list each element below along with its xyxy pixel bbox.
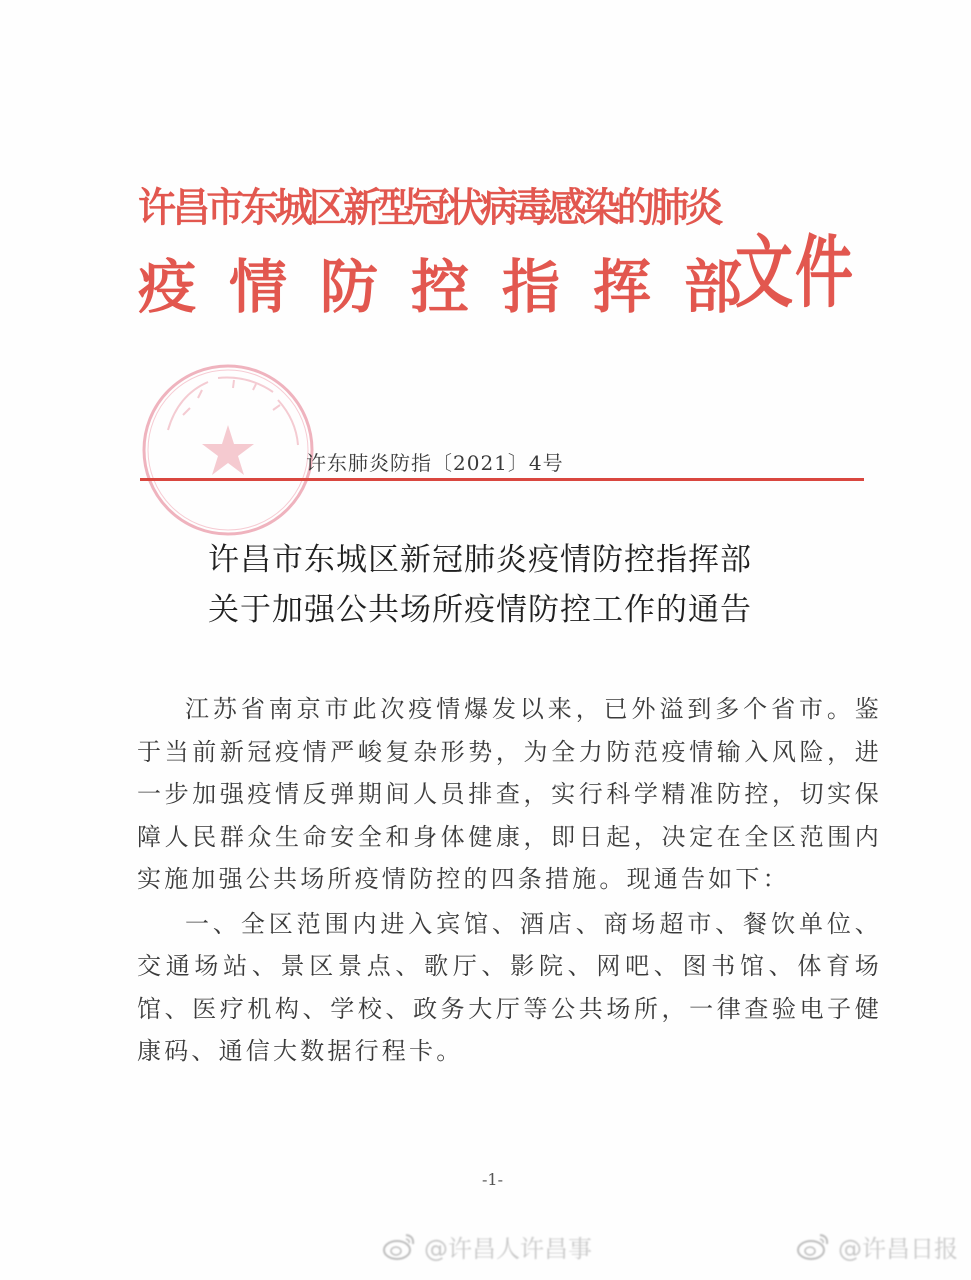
official-seal-icon [138,360,318,540]
document-body [137,688,882,1073]
document-title [208,535,828,635]
watermark-left-text: @许昌人许昌事 [424,1234,592,1263]
red-divider-rule [140,478,864,481]
weibo-icon [382,1231,416,1261]
letterhead-line-2: 疫情防控指挥部 [138,253,776,321]
watermark-right [796,1228,958,1264]
title-line-1: 许昌市东城区新冠肺炎疫情防控指挥部 [208,542,752,578]
letterhead-doc-type: 文件 [735,226,856,319]
watermark-left [382,1228,592,1264]
title-line-2: 关于加强公共场所疫情防控工作的通告 [208,592,752,628]
body-paragraph-intro: 江苏省南京市此次疫情爆发以来，已外溢到多个省市。鉴于当前新冠疫情严峻复杂形势，为全力防范疫情输入风险，进一步加强疫情反弹期间人员排查，实行科学精准防控，切实保障人民群众生命安全和身体健康，即日起，决定在全区范围内实施加强公共场所疫情防控的四条措施。现通告如下： [137,695,882,893]
document-number: 许东肺炎防指〔2021〕4号 [306,451,564,475]
page-number: -1- [482,1170,503,1189]
letterhead-line-1: 许昌市东城区新型冠状病毒感染的肺炎 [138,185,720,231]
letterhead-organization [138,178,776,322]
body-paragraph-measure-1: 一、全区范围内进入宾馆、酒店、商场超市、餐饮单位、交通场站、景区景点、歌厅、影院、网吧、图书馆、体育场馆、医疗机构、学校、政务大厅等公共场所，一律查验电子健康码、通信大数据行程卡。 [137,909,882,1065]
watermark-right-text: @许昌日报 [838,1234,958,1263]
weibo-icon [796,1231,830,1261]
